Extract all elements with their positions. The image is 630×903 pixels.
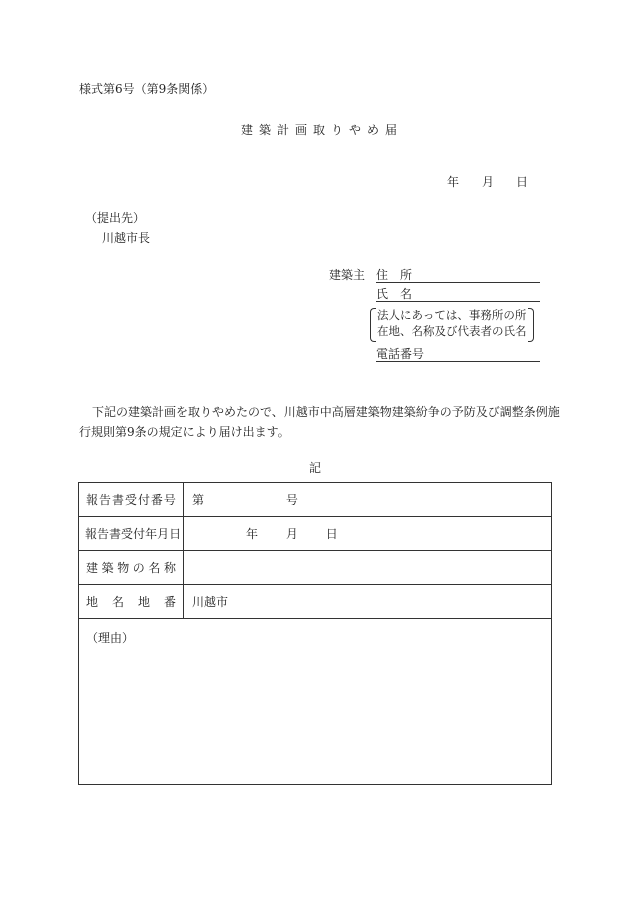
report-date-cell[interactable] bbox=[184, 517, 552, 551]
building-name-label bbox=[79, 551, 184, 585]
lot-cell[interactable] bbox=[184, 585, 552, 619]
name-label: 氏 名 bbox=[376, 287, 413, 301]
report-number-label bbox=[79, 483, 184, 517]
corp-note-2: 在地、名称及び代表者の氏名 bbox=[377, 324, 527, 338]
lot-label-text: 地 名 地 番 bbox=[86, 595, 176, 609]
corp-note-1: 法人にあっては、事務所の所 bbox=[377, 308, 527, 322]
report-number-label-text: 報 告 書 受 付 番 号 bbox=[86, 493, 176, 507]
phone-label: 電話番号 bbox=[376, 347, 425, 361]
lot-label bbox=[79, 585, 184, 619]
document-title: 建築計画取りやめ届 bbox=[241, 123, 404, 137]
row-lot bbox=[79, 585, 552, 619]
row-report-number bbox=[79, 483, 552, 517]
row-report-date bbox=[79, 517, 552, 551]
row-building-name bbox=[79, 551, 552, 585]
applicant-role: 建築主 bbox=[329, 268, 366, 282]
lot-value: 川越市 bbox=[192, 595, 229, 609]
report-number-pre: 第 bbox=[192, 493, 205, 507]
body-line-1: 下記の建築計画を取りやめたので、川越市中高層建築物建築紛争の予防及び調整条例施 bbox=[92, 405, 560, 419]
building-name-label-text: 建 築 物 の 名 称 bbox=[86, 561, 176, 575]
report-date-label bbox=[79, 517, 184, 551]
address-line[interactable] bbox=[376, 282, 540, 283]
row-reason bbox=[79, 619, 552, 785]
date-day-field[interactable]: 日 bbox=[516, 175, 529, 189]
bracket-left bbox=[370, 308, 376, 342]
report-date-label-text: 報 告 書 受 付 年 月 日 bbox=[85, 527, 182, 541]
body-line-2: 行規則第9条の規定により届け出ます。 bbox=[79, 425, 290, 439]
phone-line[interactable] bbox=[376, 361, 540, 362]
recipient-label: （提出先） bbox=[85, 211, 146, 225]
ki-heading: 記 bbox=[309, 461, 322, 475]
report-number-cell[interactable] bbox=[184, 483, 552, 517]
report-date-year: 年 bbox=[246, 527, 259, 541]
recipient-name: 川越市長 bbox=[102, 231, 151, 245]
report-number-post: 号 bbox=[285, 493, 298, 507]
form-table bbox=[78, 482, 552, 785]
form-number: 様式第6号（第9条関係） bbox=[79, 82, 215, 96]
address-label: 住 所 bbox=[376, 268, 413, 282]
date-month-field[interactable]: 月 bbox=[482, 175, 495, 189]
report-date-month: 月 bbox=[285, 527, 298, 541]
report-date-day: 日 bbox=[325, 527, 338, 541]
date-year-field[interactable]: 年 bbox=[447, 175, 460, 189]
bracket-right bbox=[528, 308, 534, 342]
name-line[interactable] bbox=[376, 301, 540, 302]
reason-label: （理由） bbox=[86, 631, 135, 645]
reason-cell[interactable] bbox=[79, 619, 552, 785]
building-name-cell[interactable] bbox=[184, 551, 552, 585]
